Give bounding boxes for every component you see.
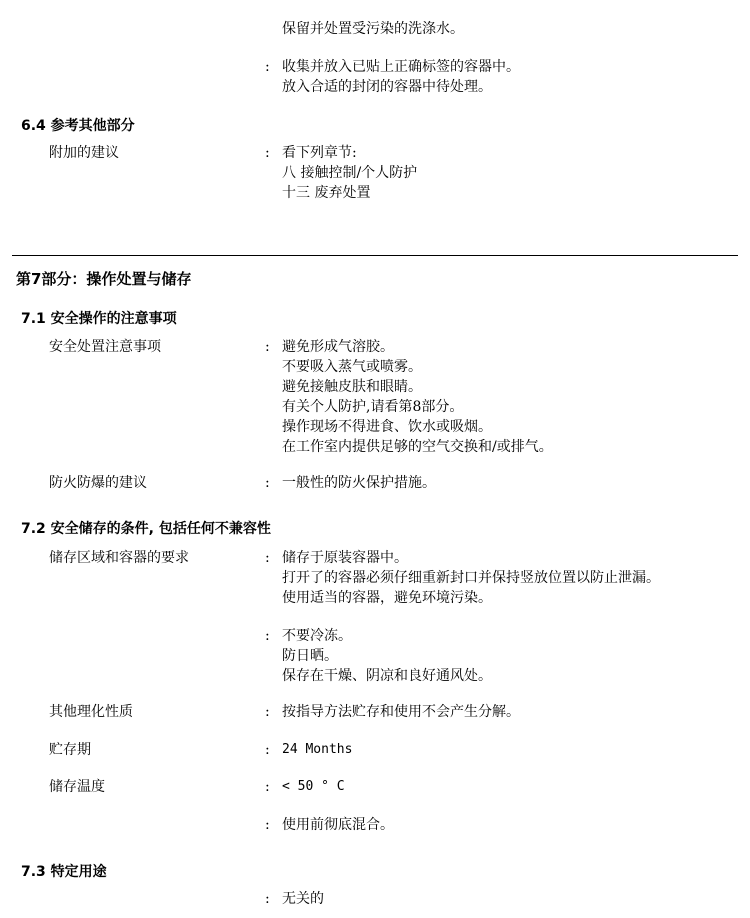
top-colon: : [265,59,270,75]
safe-handling-line: 有关个人防护,请看第8部分。 [282,399,464,415]
additional-advice-line: 看下列章节: [282,145,357,161]
shelf-life-colon: : [265,742,270,758]
fire-protection-label: 防火防爆的建议 [49,475,147,491]
section-7-title: 第7部分：操作处置与储存 [16,270,192,288]
safe-handling-line: 在工作室内提供足够的空气交换和/或排气。 [282,439,553,455]
storage-requirements-label: 储存区域和容器的要求 [49,550,189,566]
fire-protection-colon: : [265,475,270,491]
storage-requirements-line: 使用适当的容器，避免环境污染。 [282,590,492,606]
section-7-1-heading: 7.1 安全操作的注意事项 [21,311,177,327]
storage-requirements-colon: : [265,550,270,566]
other-properties-value: 按指导方法贮存和使用不会产生分解。 [282,704,520,720]
storage-temperature-label: 储存温度 [49,779,105,795]
storage-conditions-line: 不要冷冻。 [282,628,352,644]
safe-handling-colon: : [265,339,270,355]
storage-requirements-line: 打开了的容器必须仔细重新封口并保持竖放位置以防止泄漏。 [282,570,660,586]
specific-uses-value: 无关的 [282,891,324,907]
specific-uses-colon: : [265,891,270,907]
storage-requirements-line: 储存于原装容器中。 [282,550,408,566]
section-divider [12,255,738,256]
other-properties-label: 其他理化性质 [49,704,133,720]
additional-advice-label: 附加的建议 [49,145,119,161]
shelf-life-label: 贮存期 [49,742,91,758]
section-7-2-heading: 7.2 安全储存的条件, 包括任何不兼容性 [21,521,271,537]
storage-temperature-value: < 50 ° C [282,779,345,794]
additional-advice-line: 八 接触控制/个人防护 [282,165,418,181]
safe-handling-line: 操作现场不得进食、饮水或吸烟。 [282,419,492,435]
safe-handling-label: 安全处置注意事项 [49,339,161,355]
additional-advice-line: 十三 废弃处置 [282,185,371,201]
mix-value: 使用前彻底混合。 [282,817,394,833]
safe-handling-line: 避免接触皮肤和眼睛。 [282,379,422,395]
section-7-3-heading: 7.3 特定用途 [21,864,107,880]
safe-handling-line: 不要吸入蒸气或喷雾。 [282,359,422,375]
section-6-4-heading: 6.4 参考其他部分 [21,118,135,134]
storage-conditions-line: 防日晒。 [282,648,338,664]
top-line-1: 保留并处置受污染的洗涤水。 [282,21,464,37]
storage-conditions-colon: : [265,628,270,644]
additional-advice-colon: : [265,145,270,161]
top-line-2: 收集并放入已贴上正确标签的容器中。 [282,59,520,75]
shelf-life-value: 24 Months [282,742,353,757]
fire-protection-value: 一般性的防火保护措施。 [282,475,436,491]
storage-conditions-line: 保存在干燥、阴凉和良好通风处。 [282,668,492,684]
storage-temperature-colon: : [265,779,270,795]
top-line-3: 放入合适的封闭的容器中待处理。 [282,79,492,95]
other-properties-colon: : [265,704,270,720]
mix-colon: : [265,817,270,833]
safe-handling-line: 避免形成气溶胶。 [282,339,394,355]
